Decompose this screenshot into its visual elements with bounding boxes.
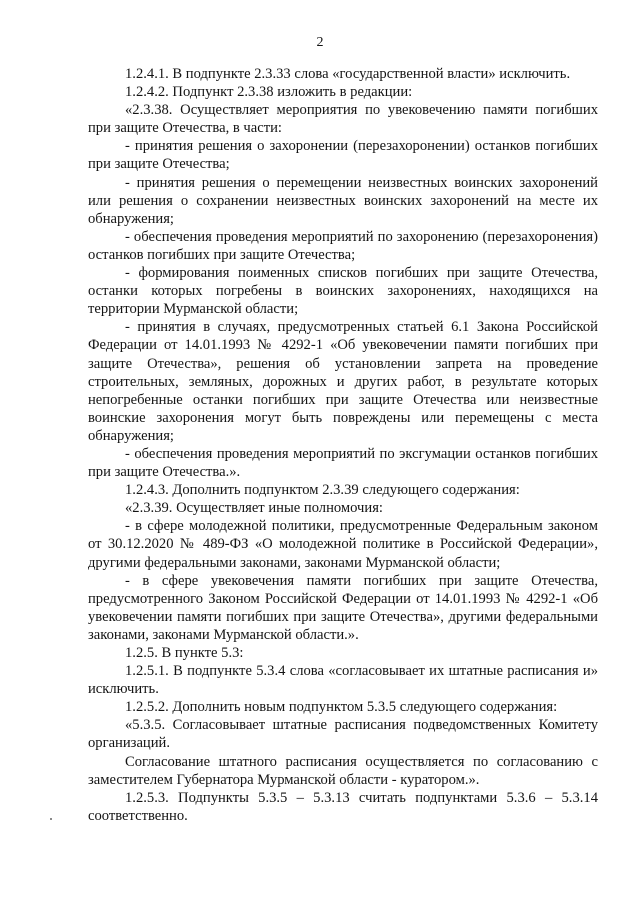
paragraph-1-2-4-1: 1.2.4.1. В подпункте 2.3.33 слова «государственной власти» исключить.	[125, 66, 571, 82]
paragraph-5-3-5: «5.3.5. Согласовывает штатные расписания подведомственных Комитету организаций.	[88, 717, 598, 752]
paragraph-staffing-approval: Согласование штатного расписания осуществляется по согласованию с заместителем Губернатора Мурманской области - куратором.».	[88, 753, 598, 788]
list-item-exhumation: - обеспечения проведения мероприятий по эксгумации останков погибших при защите Отечества.».	[88, 445, 598, 481]
list-item-youth-policy: - в сфере молодежной политики, предусмотренные Федеральным законом от 30.12.2020 № 489-ФЗ «О молодежной политике в Российской Федерации», другими федеральными законами, законами Мурманской области;	[88, 518, 598, 571]
scan-speck	[50, 818, 52, 820]
list-item-works-ban: - принятия в случаях, предусмотренных статьей 6.1 Закона Российской Федерации от 14.01.1993 № 4292-1 «Об увековечении памяти погибших при защите Отечества», решения об установлении запрета на проведение строительных, земляных, дорожных и других работ, в результате которых непогребенные останки погибших при защите Отечества или неизвестные воинские захоронения могут быть повреждены или перемещены с места обнаружения;	[88, 319, 598, 444]
page-number: 2	[316, 35, 324, 50]
list-item-relocation-decision: - принятия решения о перемещении неизвестных воинских захоронений или решения о сохранении неизвестных воинских захоронений на месте их обнаружения;	[88, 174, 598, 227]
list-item-burial-decision: - принятия решения о захоронении (перезахоронении) останков погибших при защите Отечества;	[88, 138, 598, 173]
paragraph-1-2-5-2: 1.2.5.2. Дополнить новым подпунктом 5.3.5 следующего содержания:	[125, 699, 558, 716]
paragraph-1-2-5: 1.2.5. В пункте 5.3:	[125, 645, 244, 661]
list-item-name-lists: - формирования поименных списков погибших при защите Отечества, останки которых погребены в воинских захоронениях, находящихся на территории Мурманской области;	[88, 265, 598, 318]
paragraph-1-2-5-1: 1.2.5.1. В подпункте 5.3.4 слова «согласовывает их штатные расписания и» исключить.	[88, 663, 598, 698]
paragraph-1-2-5-3: 1.2.5.3. Подпункты 5.3.5 – 5.3.13 считать подпунктами 5.3.6 – 5.3.14 соответственно.	[88, 789, 598, 824]
paragraph-1-2-4-3: 1.2.4.3. Дополнить подпунктом 2.3.39 следующего содержания:	[125, 482, 520, 499]
list-item-memory-perpetuation: - в сфере увековечения памяти погибших при защите Отечества, предусмотренного Законом Российской Федерации от 14.01.1993 № 4292-1 «Об увековечении памяти погибших при защите Отечества», другими федеральными законами, законами Мурманской области.».	[88, 572, 598, 643]
paragraph-2-3-38-heading: «2.3.38. Осуществляет мероприятия по увековечению памяти погибших при защите Отечества, в части:	[88, 102, 598, 137]
document-body	[88, 65, 598, 825]
list-item-burial-measures: - обеспечения проведения мероприятий по захоронению (перезахоронения) останков погибших при защите Отечества;	[88, 228, 598, 263]
paragraph-2-3-39-heading: «2.3.39. Осуществляет иные полномочия:	[125, 500, 383, 517]
paragraph-1-2-4-2: 1.2.4.2. Подпункт 2.3.38 изложить в редакции:	[125, 84, 413, 101]
